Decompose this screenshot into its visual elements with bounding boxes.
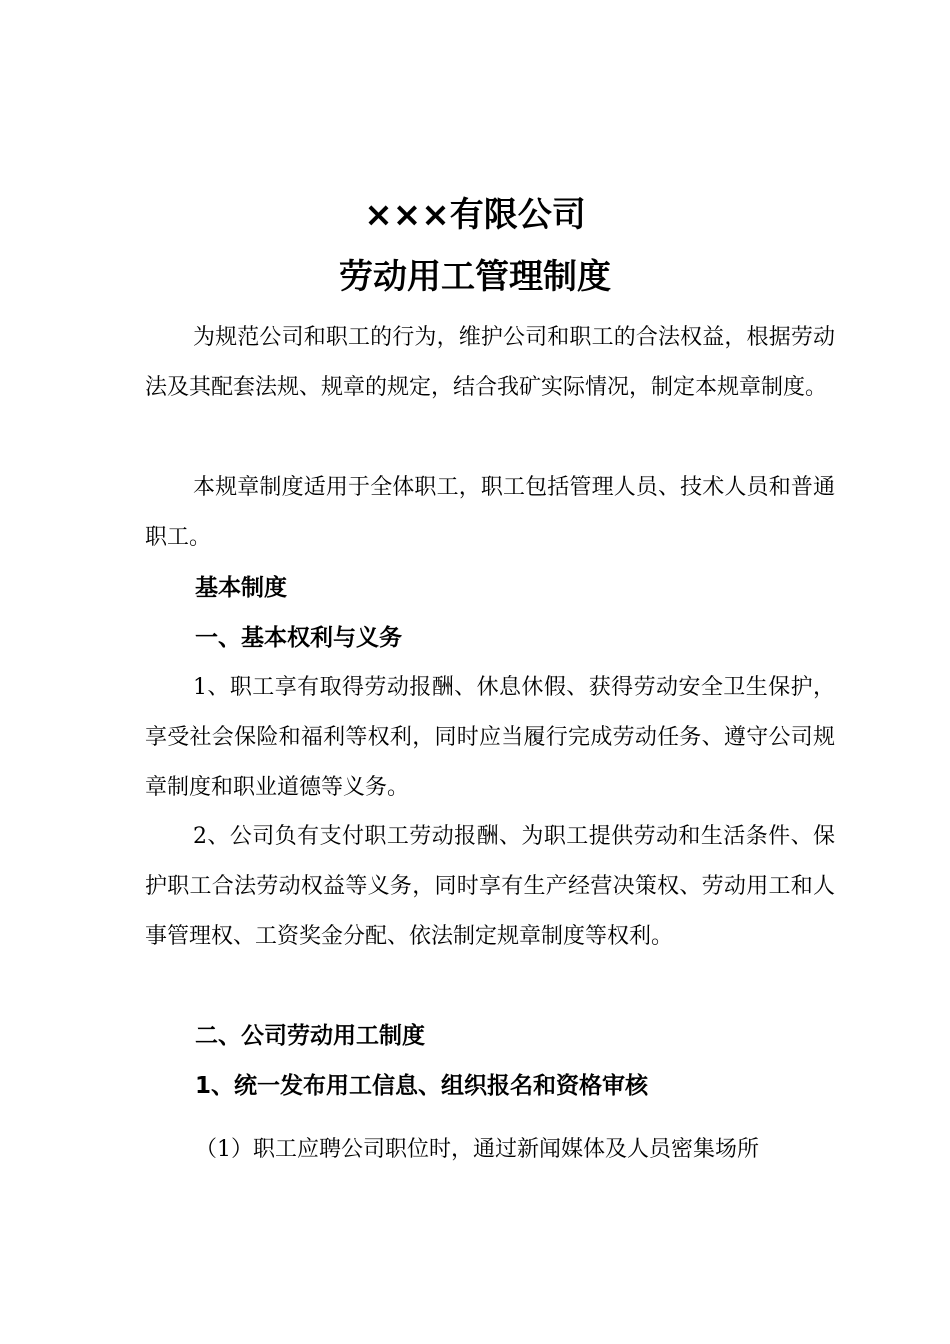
- scope-paragraph: 本规章制度适用于全体职工，职工包括管理人员、技术人员和普通职工。: [145, 475, 835, 550]
- rights-paragraph-1: 1、职工享有取得劳动报酬、休息休假、获得劳动安全卫生保护，享受社会保险和福利等权利，同时应当履行完成劳动任务、遵守公司规章制度和职业道德等义务。: [145, 675, 835, 800]
- section-heading-rights-duties: 一、基本权利与义务: [195, 625, 402, 651]
- section-heading-employment-system: 二、公司劳动用工制度: [195, 1023, 425, 1049]
- subsection-heading-recruitment: 1、统一发布用工信息、组织报名和资格审核: [195, 1073, 649, 1099]
- company-title: ×××有限公司: [364, 195, 586, 235]
- document-title: 劳动用工管理制度: [339, 257, 611, 297]
- recruitment-paragraph-1: （1）职工应聘公司职位时，通过新闻媒体及人员密集场所: [195, 1137, 759, 1162]
- intro-paragraph: 为规范公司和职工的行为，维护公司和职工的合法权益，根据劳动法及其配套法规、规章的规定，结合我矿实际情况，制定本规章制度。: [145, 325, 835, 400]
- section-heading-basic-system: 基本制度: [195, 575, 287, 601]
- rights-paragraph-2: 2、公司负有支付职工劳动报酬、为职工提供劳动和生活条件、保护职工合法劳动权益等义务，同时享有生产经营决策权、劳动用工和人事管理权、工资奖金分配、依法制定规章制度等权利。: [145, 824, 835, 949]
